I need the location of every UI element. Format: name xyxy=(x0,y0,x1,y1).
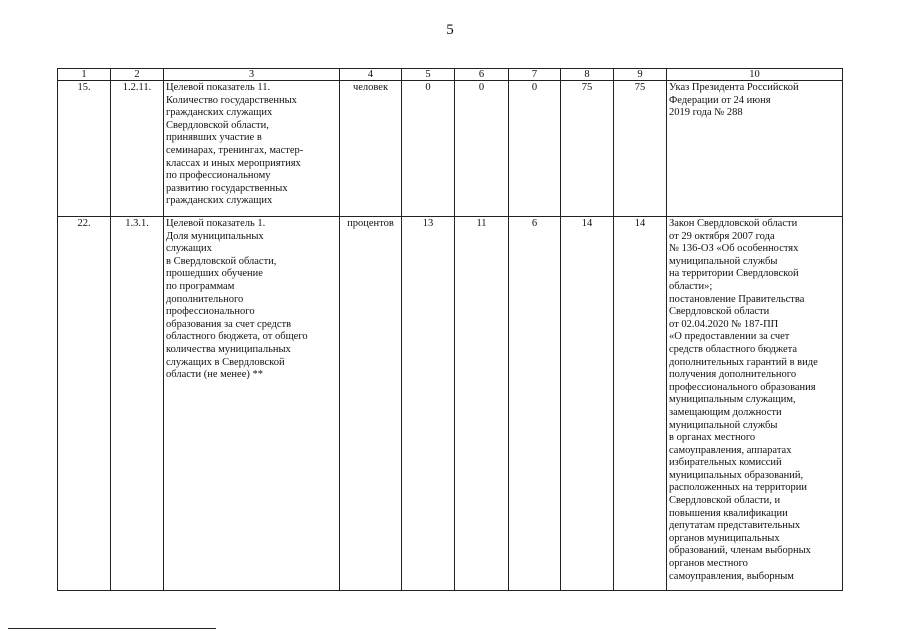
header-cell-6: 6 xyxy=(455,69,509,81)
value-cell-7: 6 xyxy=(509,217,561,591)
unit-cell: человек xyxy=(340,81,402,217)
header-cell-4: 4 xyxy=(340,69,402,81)
unit-cell: процентов xyxy=(340,217,402,591)
indicator-name-cell: Целевой показатель 1. Доля муниципальных служащих в Свердловской области, прошедших обучение по программам дополнительного профессионального образования за счет средств областного бюджета, от общего количества муниципальных служащих в Свердловской области (не менее) ** xyxy=(164,217,340,591)
page-number: 5 xyxy=(446,22,454,38)
legal-basis-cell: Указ Президента Российской Федерации от 24 июня 2019 года № 288 xyxy=(667,81,843,217)
row-number-cell: 22. xyxy=(58,217,111,591)
header-cell-8: 8 xyxy=(561,69,614,81)
indicators-table xyxy=(57,68,843,591)
value-cell-5: 13 xyxy=(402,217,455,591)
value-cell-9: 14 xyxy=(614,217,667,591)
value-cell-8: 14 xyxy=(561,217,614,591)
value-cell-6: 11 xyxy=(455,217,509,591)
header-cell-5: 5 xyxy=(402,69,455,81)
header-cell-2: 2 xyxy=(111,69,164,81)
value-cell-9: 75 xyxy=(614,81,667,217)
value-cell-8: 75 xyxy=(561,81,614,217)
row-number-cell: 15. xyxy=(58,81,111,217)
footnote-separator xyxy=(8,628,216,629)
header-cell-7: 7 xyxy=(509,69,561,81)
value-cell-6: 0 xyxy=(455,81,509,217)
table-row xyxy=(58,217,843,591)
item-code-cell: 1.2.11. xyxy=(111,81,164,217)
table-row xyxy=(58,81,843,217)
header-cell-3: 3 xyxy=(164,69,340,81)
indicator-name-cell: Целевой показатель 11. Количество государственных гражданских служащих Свердловской области, принявших участие в семинарах, тренингах, мастер- классах и иных мероприятиях по профессиональному развитию государственных гражданских служащих xyxy=(164,81,340,217)
value-cell-5: 0 xyxy=(402,81,455,217)
header-cell-10: 10 xyxy=(667,69,843,81)
value-cell-7: 0 xyxy=(509,81,561,217)
header-cell-9: 9 xyxy=(614,69,667,81)
header-cell-1: 1 xyxy=(58,69,111,81)
legal-basis-cell: Закон Свердловской области от 29 октября 2007 года № 136-ОЗ «Об особенностях муниципальной службы на территории Свердловской области»; постановление Правительства Свердловской области от 02.04.2020 № 187-ПП «О предоставлении за счет средств областного бюджета дополнительных гарантий в виде получения дополнительного профессионального образования муниципальным служащим, замещающим должности муниципальной службы в органах местного самоуправления, аппаратах избирательных комиссий муниципальных образований, расположенных на территории Свердловской области, и повышения квалификации депутатам представительных органов муниципальных образований, членам выборных органов местного самоуправления, выборным xyxy=(667,217,843,591)
header-row xyxy=(58,69,843,81)
item-code-cell: 1.3.1. xyxy=(111,217,164,591)
